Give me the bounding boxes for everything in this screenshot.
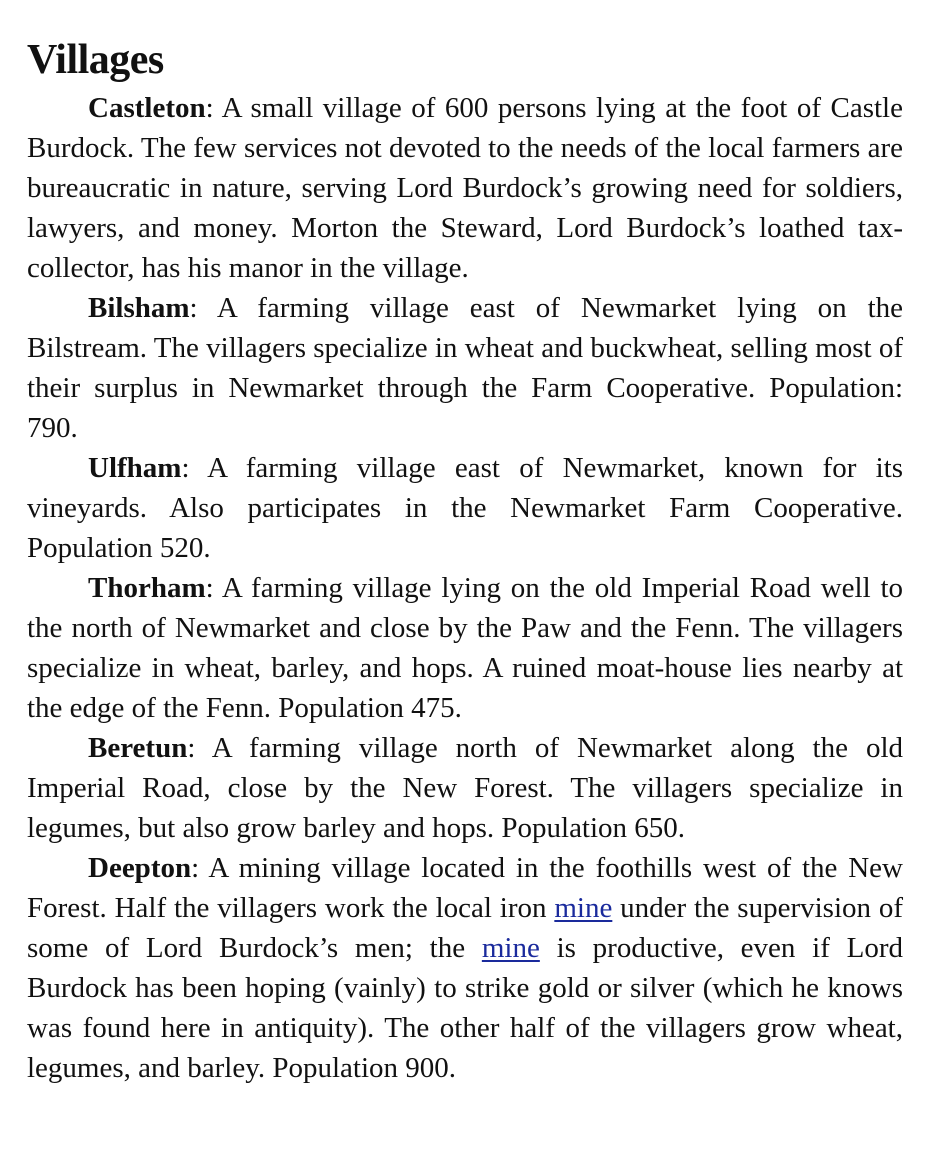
- entry-name: Ulfham: [88, 452, 182, 484]
- entry-text: : A mining village located in the foothills west of the New Forest. Half the villagers work the local iron: [27, 852, 903, 924]
- entry-name: Deepton: [88, 852, 192, 884]
- entry-name: Castleton: [88, 92, 206, 124]
- entry-text: : A small village of 600 persons lying at the foot of Castle Burdock. The few services not devoted to the needs of the local farmers are bureaucratic in nature, serving Lord Burdock’s growing need for soldiers, lawyers, and money. Morton the Steward, Lord Burdock’s loathed tax-collector, has his manor in the village.: [27, 92, 903, 284]
- entry-text: under the supervision of some of Lord Burdock’s men; the: [27, 892, 903, 964]
- entry-name: Beretun: [88, 732, 188, 764]
- entry-text: : A farming village lying on the old Imperial Road well to the north of Newmarket and close by the Paw and the Fenn. The villagers specialize in wheat, barley, and hops. A ruined moat-house lies nearby at the edge of the Fenn. Population 475.: [27, 572, 903, 724]
- section-heading: Villages: [27, 37, 164, 83]
- entry-castleton: [27, 88, 903, 288]
- entry-beretun: [27, 728, 903, 848]
- mine-link[interactable]: mine: [554, 892, 613, 924]
- mine-link[interactable]: mine: [481, 932, 540, 964]
- entry-bilsham: [27, 288, 903, 448]
- entry-deepton: [27, 848, 903, 1088]
- entry-name: Bilsham: [88, 292, 190, 324]
- entry-ulfham: [27, 448, 903, 568]
- entry-name: Thorham: [88, 572, 206, 604]
- entry-text: : A farming village east of Newmarket lying on the Bilstream. The villagers specialize in wheat and buckwheat, selling most of their surplus in Newmarket through the Farm Cooperative. Population: 790.: [27, 292, 903, 444]
- entry-text: is productive, even if Lord Burdock has been hoping (vainly) to strike gold or silver (which he knows was found here in antiquity). The other half of the villagers grow wheat, legumes, and barley. Population 900.: [27, 932, 904, 1084]
- entry-thorham: [27, 568, 903, 728]
- document-page: [27, 32, 903, 1088]
- entry-text: : A farming village east of Newmarket, known for its vineyards. Also participates in the Newmarket Farm Cooperative. Population 520.: [27, 452, 903, 564]
- entry-text: : A farming village north of Newmarket along the old Imperial Road, close by the New Forest. The villagers specialize in legumes, but also grow barley and hops. Population 650.: [27, 732, 903, 844]
